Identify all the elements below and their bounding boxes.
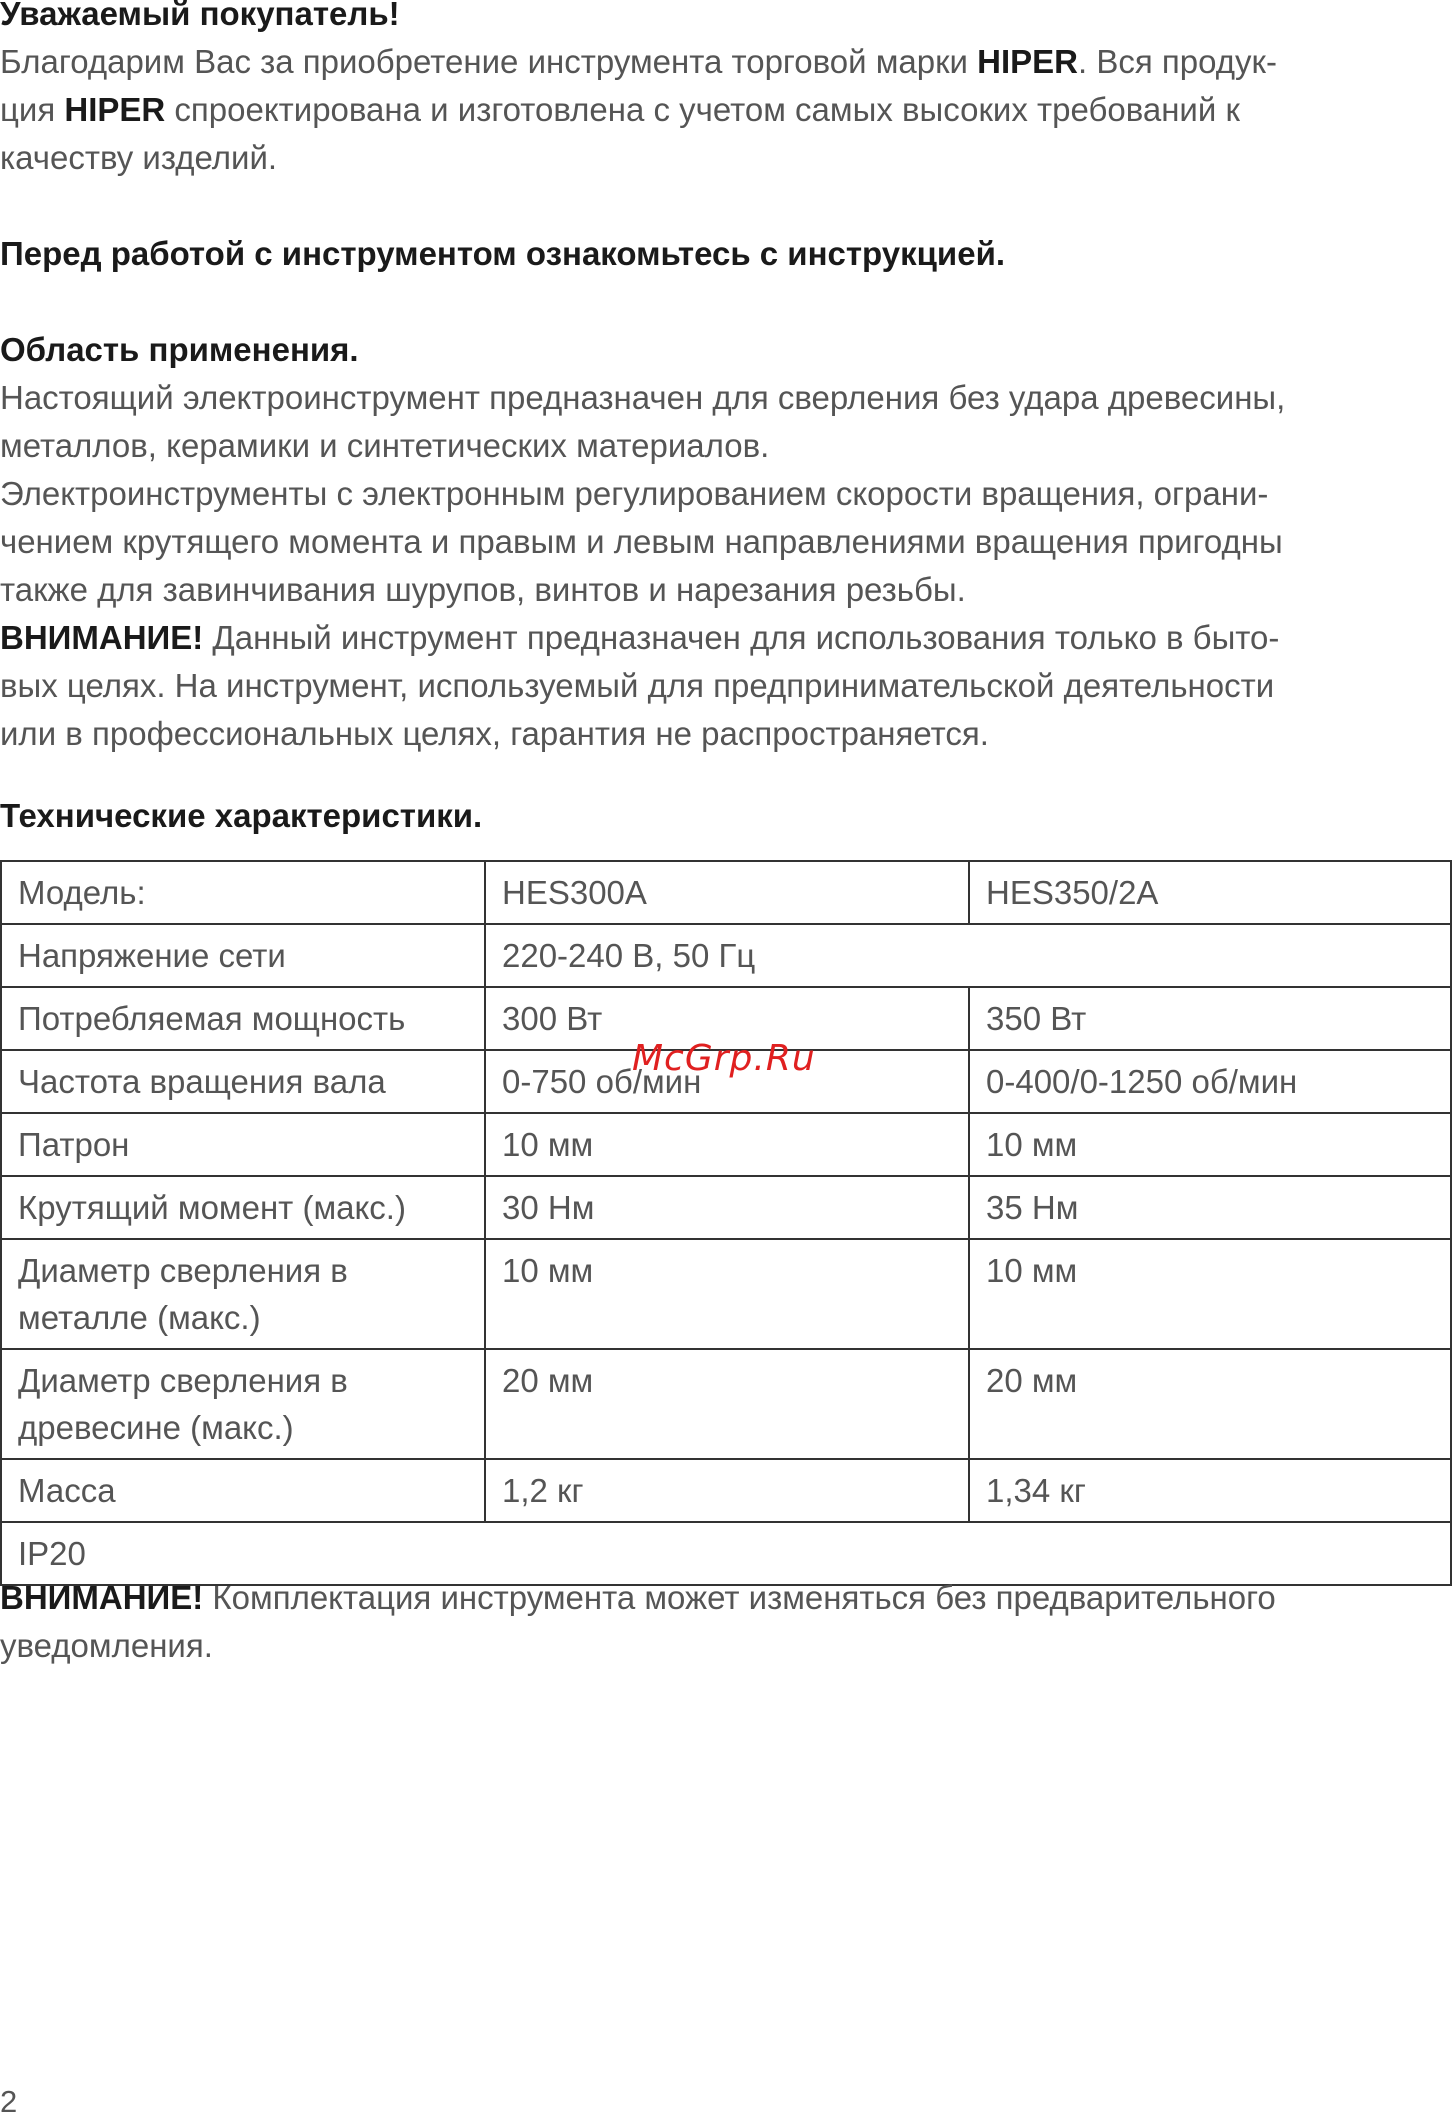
spec-value-a: 1,2 кг [485, 1459, 969, 1522]
table-row [1, 1349, 1451, 1459]
spacer [0, 182, 1454, 230]
spec-label [1, 1239, 485, 1349]
scope-warning-line-1 [0, 614, 1454, 662]
spec-label: Потребляемая мощность [1, 987, 485, 1050]
spec-value-b: 20 мм [969, 1349, 1451, 1459]
scope-line: чением крутящего момента и правым и левым направлениями вращения пригодны [0, 523, 1283, 560]
spec-value-b: HES350/2A [969, 861, 1451, 924]
table-row [1, 1176, 1451, 1239]
page-number: 2 [0, 2084, 18, 2119]
spec-label-line: древесине (макс.) [18, 1409, 294, 1446]
spec-value-a: 10 мм [485, 1113, 969, 1176]
spec-label-line: Диаметр сверления в [18, 1362, 348, 1399]
table-row [1, 861, 1451, 924]
scope-heading: Область применения. [0, 331, 359, 368]
intro-line-2 [0, 86, 1454, 134]
intro-text: спроектирована и изготовлена с учетом самых высоких требований к [165, 91, 1240, 128]
watermark: McGrp.Ru [632, 1038, 816, 1079]
spec-value-b: 10 мм [969, 1239, 1451, 1349]
spec-value-a: 0-750 об/мин [485, 1050, 969, 1113]
spec-value-shared: 220-240 В, 50 Гц [485, 924, 1451, 987]
spacer [0, 758, 1454, 792]
brand-name: HIPER [977, 43, 1079, 80]
spec-label: Крутящий момент (макс.) [1, 1176, 485, 1239]
intro-line-1 [0, 38, 1454, 86]
spec-value-a: 300 Вт [485, 987, 969, 1050]
spec-label [1, 1349, 485, 1459]
brand-name: HIPER [64, 91, 166, 128]
spec-label: Патрон [1, 1113, 485, 1176]
spec-value-b: 350 Вт [969, 987, 1451, 1050]
spec-value-b: 0-400/0-1250 об/мин [969, 1050, 1451, 1113]
page-content [0, 0, 1454, 840]
spacer [0, 278, 1454, 326]
warning-text: Данный инструмент предназначен для использования только в быто- [203, 619, 1280, 656]
spec-value-b: 1,34 кг [969, 1459, 1451, 1522]
spec-protection-class: IP20 [1, 1522, 1451, 1585]
spec-label: Модель: [1, 861, 485, 924]
spec-value-a: 30 Нм [485, 1176, 969, 1239]
spec-value-a: HES300A [485, 861, 969, 924]
spec-label: Частота вращения вала [1, 1050, 485, 1113]
table-row [1, 1459, 1451, 1522]
intro-text: ция [0, 91, 65, 128]
spec-label: Масса [1, 1459, 485, 1522]
scope-line: Электроинструменты с электронным регулированием скорости вращения, ограни- [0, 475, 1269, 512]
spec-table [0, 860, 1452, 1586]
closing-line-1 [0, 1574, 1454, 1622]
scope-warning-line-3: или в профессиональных целях, гарантия не распространяется. [0, 715, 989, 752]
scope-line: Настоящий электроинструмент предназначен для сверления без удара древесины, [0, 379, 1286, 416]
instruction-notice: Перед работой с инструментом ознакомьтесь с инструкцией. [0, 235, 1006, 272]
table-row [1, 924, 1451, 987]
spec-label-line: металле (макс.) [18, 1299, 261, 1336]
spec-label-line: Диаметр сверления в [18, 1252, 348, 1289]
scope-line: также для завинчивания шурупов, винтов и нарезания резьбы. [0, 571, 966, 608]
specs-heading: Технические характеристики. [0, 797, 483, 834]
spec-value-a: 20 мм [485, 1349, 969, 1459]
closing-note [0, 1574, 1454, 1670]
spec-value-b: 10 мм [969, 1113, 1451, 1176]
closing-line-2: уведомления. [0, 1627, 213, 1664]
intro-line-3: качеству изделий. [0, 139, 278, 176]
table-row [1, 1113, 1451, 1176]
scope-warning-line-2: вых целях. На инструмент, используемый для предпринимательской деятельности [0, 667, 1275, 704]
spec-value-b: 35 Нм [969, 1176, 1451, 1239]
intro-text: . Вся продук- [1078, 43, 1277, 80]
table-row [1, 1239, 1451, 1349]
warning-text: Комплектация инструмента может изменяться без предварительного [203, 1579, 1276, 1616]
greeting: Уважаемый покупатель! [0, 0, 400, 32]
warning-label: ВНИМАНИЕ! [0, 619, 204, 656]
warning-label: ВНИМАНИЕ! [0, 1579, 204, 1616]
spec-value-a: 10 мм [485, 1239, 969, 1349]
scope-line: металлов, керамики и синтетических материалов. [0, 427, 770, 464]
spec-label: Напряжение сети [1, 924, 485, 987]
intro-text: Благодарим Вас за приобретение инструмента торговой марки [0, 43, 978, 80]
